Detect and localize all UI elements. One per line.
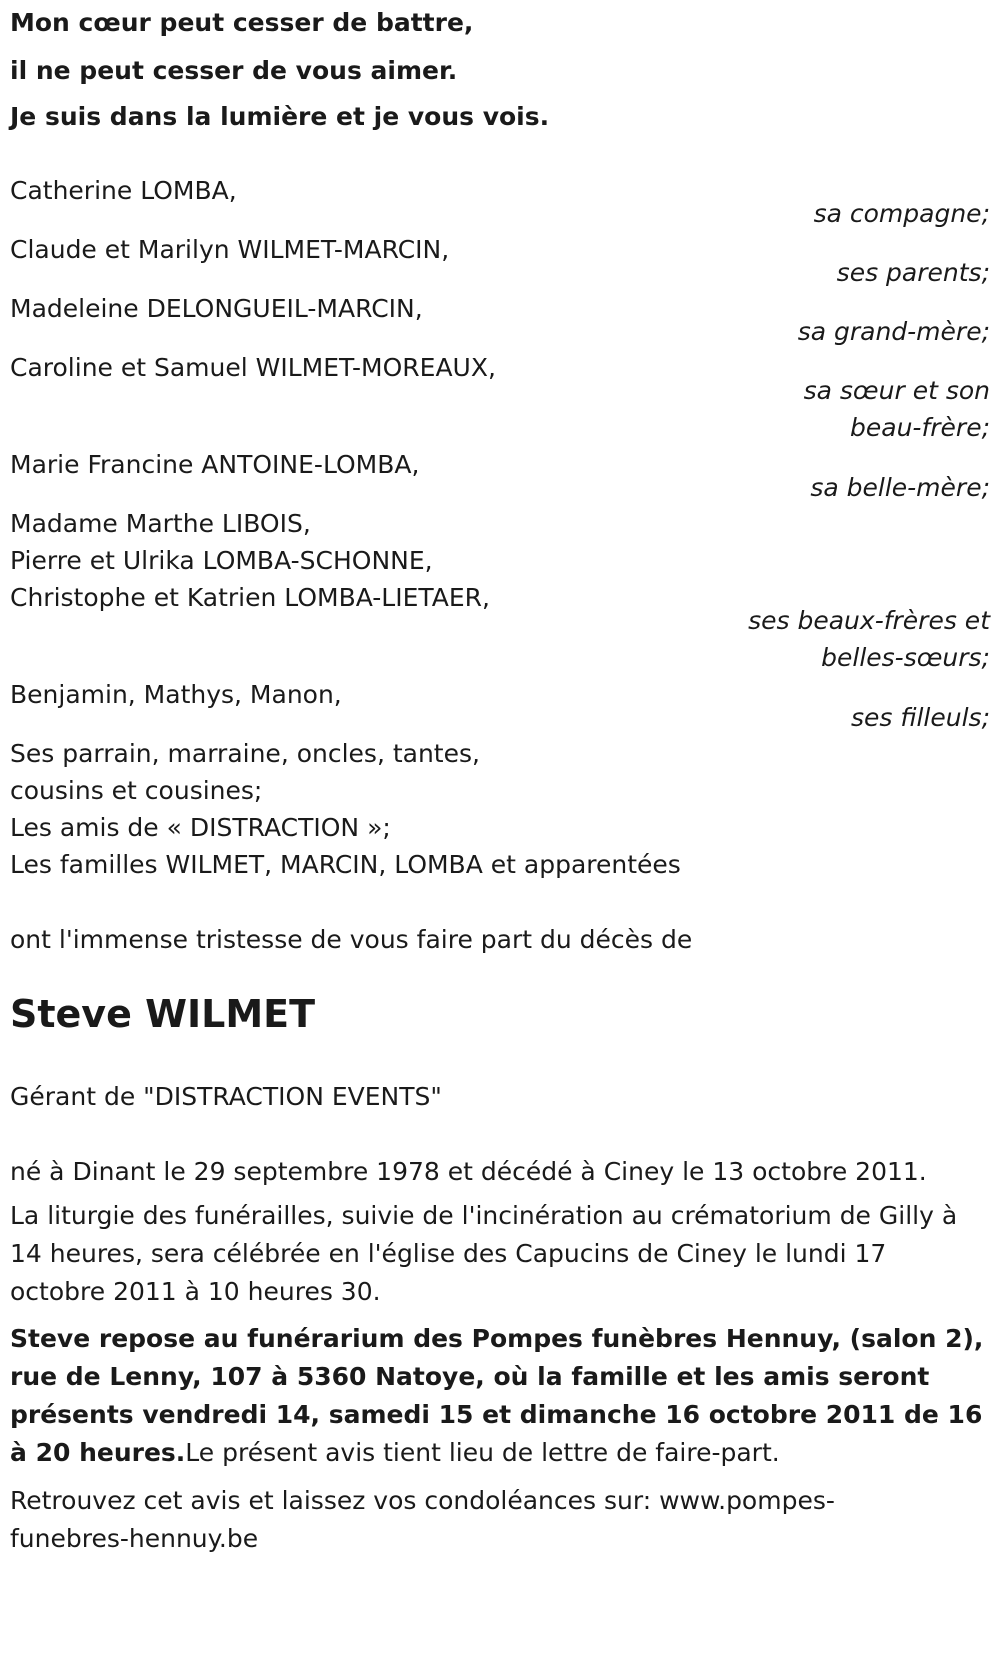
announcement: ont l'immense tristesse de vous faire part du décès de [10, 925, 693, 954]
repose-details: Steve repose au funérarium des Pompes funèbres Hennuy, (salon 2), rue de Lenny, 107 à 5360 Natoye, où la famille et les amis seront présents vendredi 14, samedi 15 et dimanche 16 octobre 2011 de 16 à 20 heures. [10, 1324, 984, 1467]
family-member: Pierre et Ulrika LOMBA-SCHONNE, [10, 546, 433, 575]
family-member: Catherine LOMBA, [10, 176, 237, 205]
relationship: ses parents; [836, 258, 990, 287]
poem-line: il ne peut cesser de vous aimer. [10, 56, 458, 85]
deceased-role: Gérant de "DISTRACTION EVENTS" [10, 1082, 442, 1111]
condolences: Retrouvez cet avis et laissez vos condoléances sur: www.pompes-funebres-hennuy.be [10, 1486, 835, 1553]
relationship: belles-sœurs; [821, 643, 990, 672]
poem-line: Mon cœur peut cesser de battre, [10, 8, 474, 37]
family-member: Les amis de « DISTRACTION »; [10, 813, 391, 842]
relationship: sa belle-mère; [810, 473, 990, 502]
family-member: Les familles WILMET, MARCIN, LOMBA et apparentées [10, 850, 681, 879]
repose-paragraph [10, 1320, 985, 1472]
family-member: Christophe et Katrien LOMBA-LIETAER, [10, 583, 490, 612]
family-member: Benjamin, Mathys, Manon, [10, 680, 342, 709]
family-member: Madeleine DELONGUEIL-MARCIN, [10, 294, 423, 323]
relationship: sa grand-mère; [797, 317, 990, 346]
deceased-name: Steve WILMET [10, 992, 316, 1036]
relationship: sa sœur et son [803, 376, 990, 405]
relationship: sa compagne; [813, 199, 990, 228]
relationship: beau-frère; [850, 413, 990, 442]
family-member: Claude et Marilyn WILMET-MARCIN, [10, 235, 450, 264]
birth-death: né à Dinant le 29 septembre 1978 et décédé à Ciney le 13 octobre 2011. [10, 1157, 927, 1186]
family-member: cousins et cousines; [10, 776, 263, 805]
family-member: Ses parrain, marraine, oncles, tantes, [10, 739, 480, 768]
liturgy: La liturgie des funérailles, suivie de l'incinération au crématorium de Gilly à 14 heures, sera célébrée en l'église des Capucins de Ciney le lundi 17 octobre 2011 à 10 heures 30. [10, 1201, 958, 1306]
relationship: ses beaux-frères et [748, 606, 990, 635]
family-member: Madame Marthe LIBOIS, [10, 509, 311, 538]
family-member: Caroline et Samuel WILMET-MOREAUX, [10, 353, 496, 382]
poem-line: Je suis dans la lumière et je vous vois. [10, 102, 550, 131]
relationship: ses filleuls; [850, 703, 990, 732]
repose-note: Le présent avis tient lieu de lettre de faire-part. [185, 1438, 780, 1467]
family-member: Marie Francine ANTOINE-LOMBA, [10, 450, 420, 479]
